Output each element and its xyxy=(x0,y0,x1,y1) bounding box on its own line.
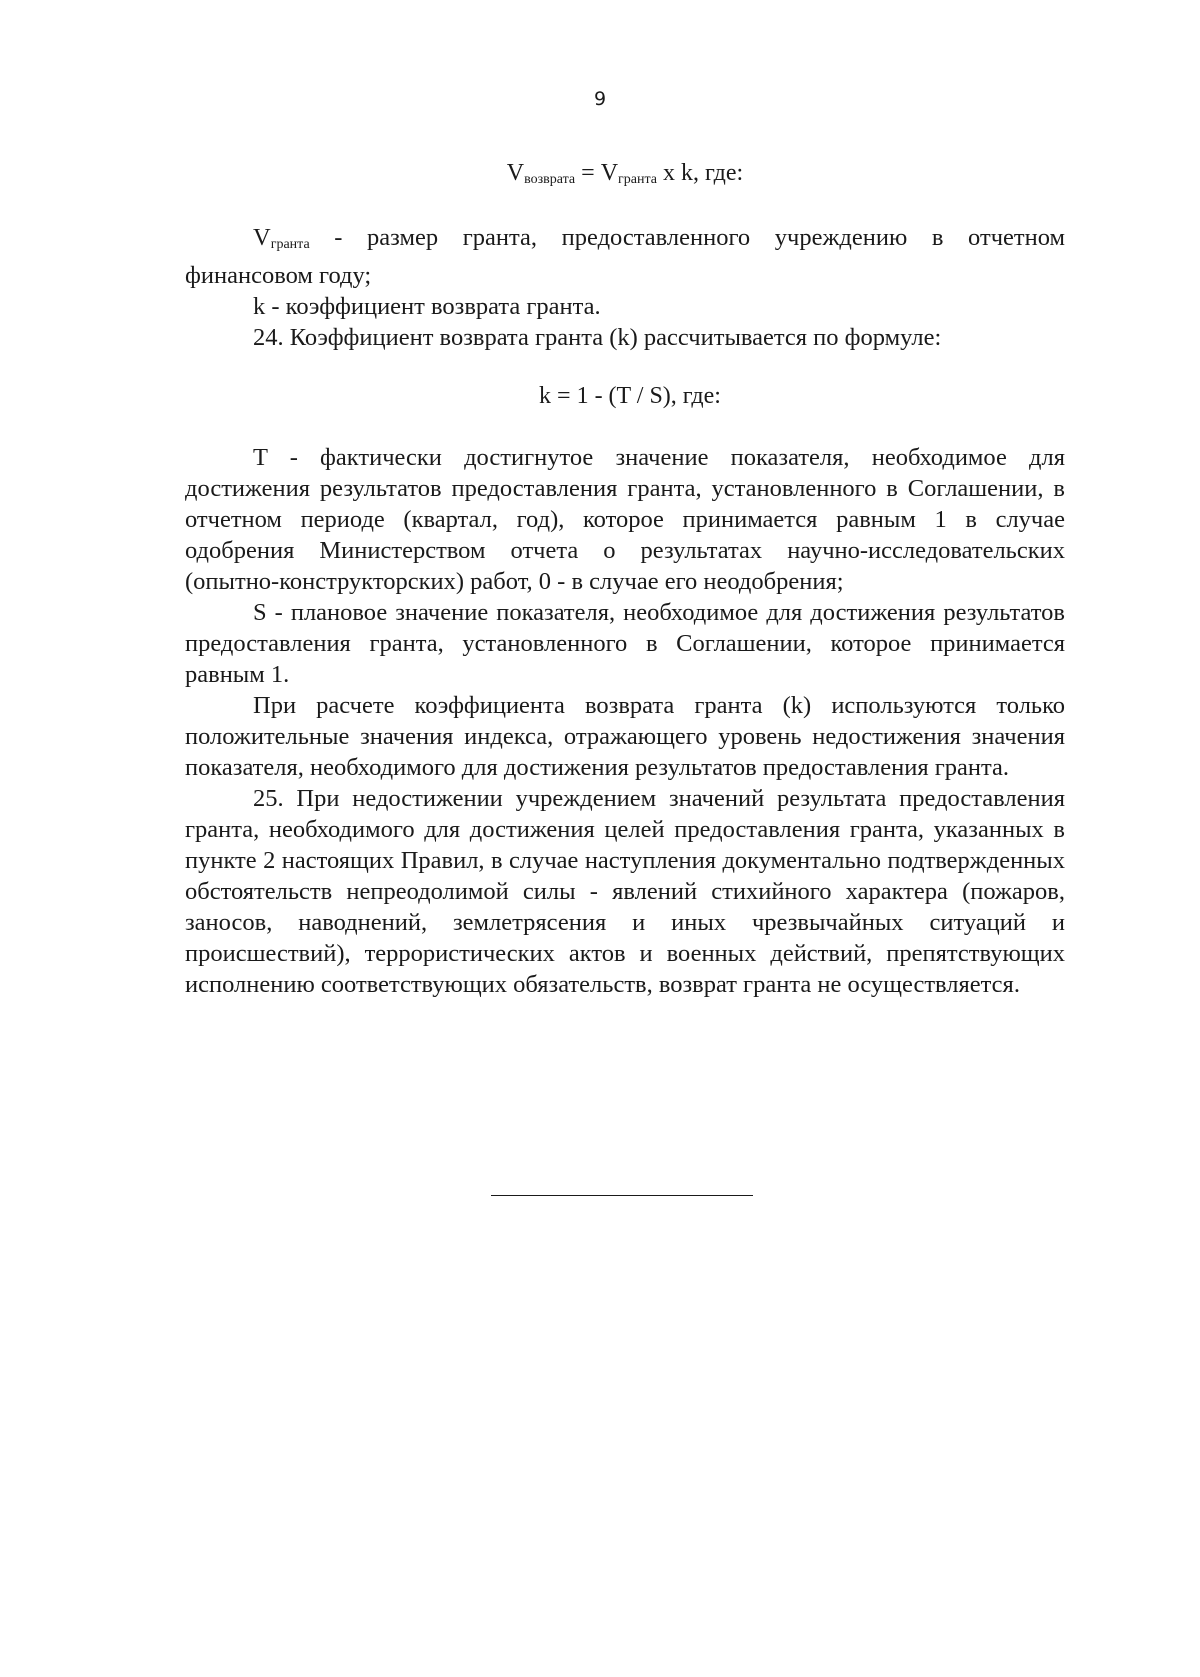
formula-v-return: V xyxy=(506,160,525,186)
k-definition: k - коэффициент возврата гранта. xyxy=(253,293,601,320)
return-amount-formula xyxy=(0,160,1200,188)
formula-v-return-subscript: возврата xyxy=(524,172,576,187)
t-definition: T - фактически достигнутое значение показателя, необходимое для достижения результатов предоставления гранта, установленного в Соглашении, в отчетном периоде (квартал, год), которое принимается равным 1 в случае одобрения Министерством отчета о результатах научно-исследовательских (опытно-конструкторских) работ, 0 - в случае его неодобрения; xyxy=(185,444,1065,595)
formula-rest: x k, где: xyxy=(657,160,744,186)
formula-v-grant: V xyxy=(600,160,619,186)
paragraph-24: 24. Коэффициент возврата гранта (k) рассчитывается по формуле: xyxy=(253,324,942,351)
page-number: 9 xyxy=(593,88,607,110)
v-grant-var: V xyxy=(253,224,271,251)
s-definition: S - плановое значение показателя, необходимое для достижения результатов предоставления гранта, установленного в Соглашении, которое принимается равным 1. xyxy=(185,599,1065,688)
paragraph-25: 25. При недостижении учреждением значений результата предоставления гранта, необходимого для достижения целей предоставления гранта, указанных в пункте 2 настоящих Правил, в случае наступления документально подтвержденных обстоятельств непреодолимой силы - явлений стихийного характера (пожаров, заносов, наводнений, землетрясения и иных чрезвычайных ситуаций и происшествий), террористических актов и военных действий, препятствующих исполнению соответствующих обязательств, возврат гранта не осуществляется. xyxy=(185,785,1065,998)
formula-v-grant-subscript: гранта xyxy=(618,172,657,187)
v-grant-definition xyxy=(185,222,1065,291)
definitions-block-2 xyxy=(185,442,1065,1000)
end-of-document-rule xyxy=(491,1195,753,1196)
v-grant-subscript: гранта xyxy=(270,237,310,252)
v-grant-text: - размер гранта, предоставленного учреждению в отчетном финансовом году; xyxy=(185,224,1065,289)
calculation-note: При расчете коэффициента возврата гранта (k) используются только положительные значения индекса, отражающего уровень недостижения значения показателя, необходимого для достижения результатов предоставления гранта. xyxy=(185,692,1065,781)
formula-equals: = xyxy=(575,160,601,186)
coefficient-formula: k = 1 - (T / S), где: xyxy=(539,383,721,409)
definitions-block-1 xyxy=(185,222,1065,353)
